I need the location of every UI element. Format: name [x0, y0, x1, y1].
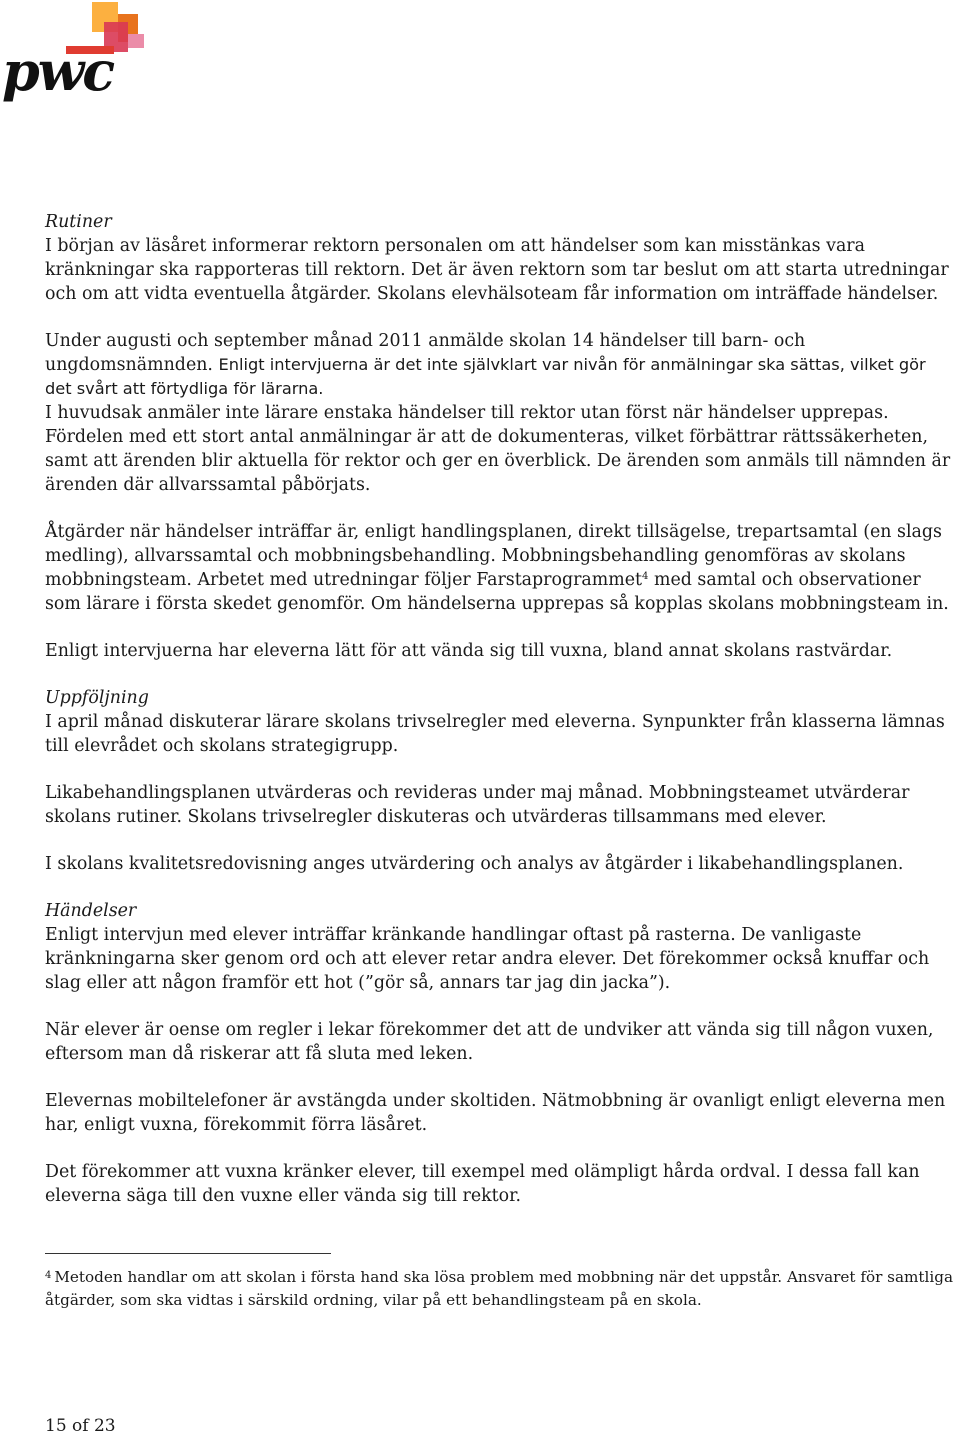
footnote-text: Metoden handlar om att skolan i första hand ska lösa problem med mobbning när det uppstår. Ansvaret för samtliga åtgärder, som ska vidtas i särskild ordning, vilar på ett behandlingsteam på en skola. [45, 1268, 954, 1309]
paragraph-handelser-4: Det förekommer att vuxna kränker elever, till exempel med olämpligt hårda ordval. I dessa fall kan eleverna säga till den vuxne eller vända sig till rektor. [45, 1162, 920, 1206]
document-body [45, 210, 955, 1231]
paragraph-uppfoljning-2: Likabehandlingsplanen utvärderas och revideras under maj månad. Mobbningsteamet utvärderar skolans rutiner. Skolans trivselregler diskuteras och utvärderas tillsammans med elever. [45, 783, 910, 827]
logo-block-pink [128, 34, 144, 48]
page-number: 15 of 23 [45, 1416, 116, 1436]
paragraph-rutiner-3: Åtgärder när händelser inträffar är, enligt handlingsplanen, direkt tillsägelse, trepartsamtal (en slags medling), allvarssamtal och mobbningsbehandling. Mobbningsbehandling genomföras av skolans mobbningsteam. Arbetet med utredningar följer Farstaprogrammet$^4$ med samtal och observationer som lärare i första skedet genomför. Om händelserna upprepas så kopplas skolans mobbningsteam in. [45, 522, 949, 614]
paragraph-rutiner-2: Under augusti och september månad 2011 anmälde skolan 14 händelser till barn- och ungdomsnämnden. Enligt intervjuerna är det inte självklart var nivån för anmälningar ska sättas, vilket gör det svårt att förtydliga för lärarna. [45, 331, 926, 398]
paragraph-handelser-3: Elevernas mobiltelefoner är avstängda under skoltiden. Nätmobbning är ovanligt enligt eleverna men har, enligt vuxna, förekommit förra läsåret. [45, 1091, 946, 1135]
paragraph-rutiner-4: Enligt intervjuerna har eleverna lätt för att vända sig till vuxna, bland annat skolans rastvärdar. [45, 641, 893, 661]
paragraph-handelser-1: Händelser Enligt intervjun med elever inträffar kränkande handlingar oftast på rasterna. De vanligaste kränkningarna sker genom ord och att elever retar andra elever. Det förekommer också knuffar och slag eller att någon framför ett hot (”gör så, annars tar jag din jacka”). [45, 899, 955, 995]
section-heading-handelser: Händelser [45, 901, 137, 921]
section-heading-uppfoljning: Uppföljning [45, 688, 149, 708]
paragraph-uppfoljning-1: Uppföljning I april månad diskuterar lärare skolans trivselregler med eleverna. Synpunkter från klasserna lämnas till elevrådet och skolans strategigrupp. [45, 686, 955, 758]
paragraph-rutiner-2c: I huvudsak anmäler inte lärare enstaka händelser till rektor utan först när händelser upprepas. Fördelen med ett stort antal anmälningar är att de dokumenteras, vilket förbättrar rättssäkerheten, samt att ärenden blir aktuella för rektor och ger en överblick. De ärenden som anmäls till nämnden är ärenden där allvarssamtal påbörjats. [45, 403, 951, 495]
section-heading-rutiner: Rutiner [45, 212, 112, 232]
footnote-ref: 4 [642, 571, 649, 582]
footnote-number: 4 [45, 1270, 52, 1281]
pwc-logo [0, 0, 160, 120]
footnote [45, 1264, 955, 1312]
paragraph-rutiner-1: Rutiner I början av läsåret informerar rektorn personalen om att händelser som kan misstänkas vara kränkningar ska rapporteras till rektorn. Det är även rektorn som tar beslut om att starta utredningar och om att vidta eventuella åtgärder. Skolans elevhälsoteam får information om inträffade händelser. [45, 210, 955, 306]
paragraph-uppfoljning-3: I skolans kvalitetsredovisning anges utvärdering och analys av åtgärder i likabehandlingsplanen. [45, 854, 904, 874]
paragraph-handelser-2: När elever är oense om regler i lekar förekommer det att de undviker att vända sig till någon vuxen, eftersom man då riskerar att få sluta med leken. [45, 1020, 934, 1064]
logo-wordmark: pwc [2, 39, 114, 103]
footnote-divider [45, 1253, 331, 1254]
